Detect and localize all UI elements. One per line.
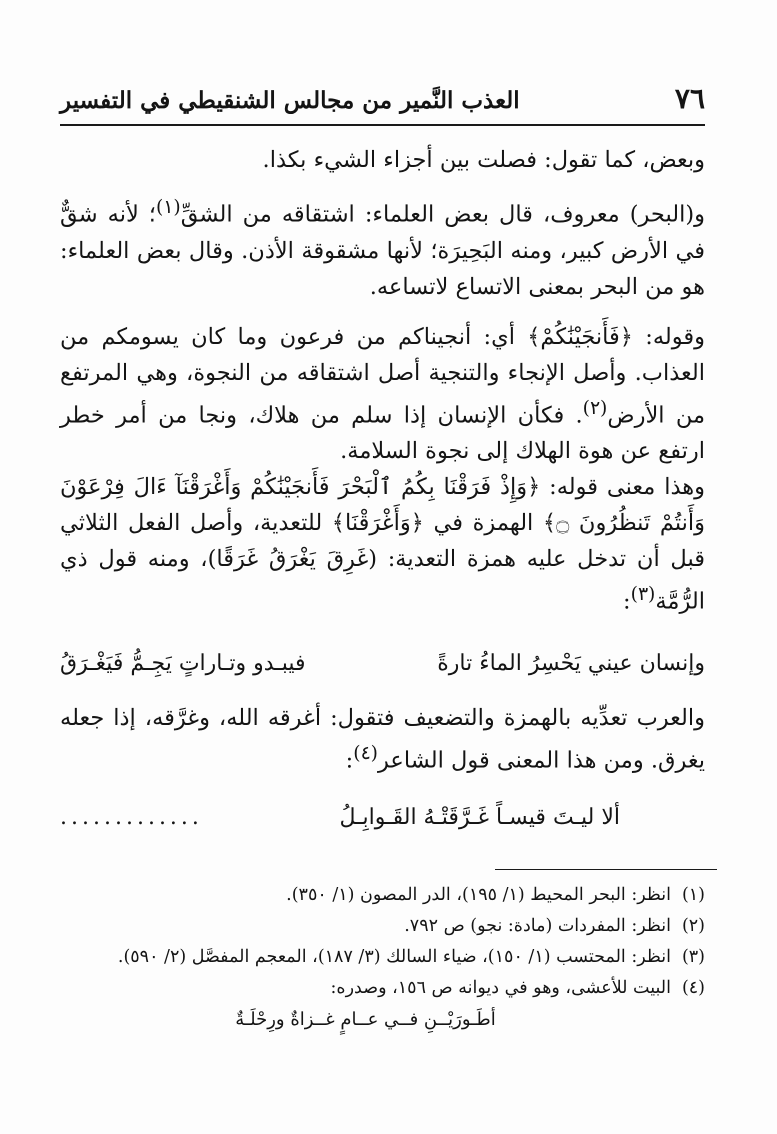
paragraph-4 bbox=[60, 469, 705, 620]
paragraph-3 bbox=[60, 319, 705, 470]
verse-first-hemistich: وإنسان عيني يَحْسِرُ الماءُ تارةً bbox=[437, 650, 705, 676]
paragraph-text: : bbox=[345, 747, 354, 773]
paragraph-5 bbox=[60, 700, 705, 779]
footnote-text: انظر: المحتسب (١/ ١٥٠)، ضياء السالك (٣/ ١٨٧)، المعجم المفصَّل (٢/ ٥٩٠). bbox=[117, 947, 671, 967]
poetry-verse-1 bbox=[60, 642, 705, 686]
footnote-text: البيت للأعشى، وهو في ديوانه ص ١٥٦، وصدره: bbox=[330, 978, 671, 998]
footnote-4 bbox=[60, 973, 705, 1004]
paragraph-text: ؛ لأنه شقٌّ في الأرض كبير، ومنه البَحِيرَة؛ لأنها مشقوقة الأذن. وقال بعض العلماء: هو من البحر بمعنى الاتساع لاتساعه. bbox=[60, 201, 705, 300]
footnote-verse: أطَـورَيْــنِ فــي عــامٍ غــزاةٌ ورِحْلَـةٌ bbox=[235, 1009, 496, 1030]
footnote-ref-2: (٢) bbox=[582, 397, 608, 419]
page-header bbox=[60, 82, 705, 126]
footnote-text: انظر: البحر المحيط (١/ ١٩٥)، الدر المصون (١/ ٣٥٠). bbox=[286, 885, 671, 905]
footnote-number: (٣) bbox=[681, 947, 705, 967]
paragraph-text: وقوله: ﴿فَأَنجَيْنَٰكُمْ﴾ أي: أنجيناكم من فرعون وما كان يسومكم من العذاب. وأصل الإنجاء والتنجية أصل اشتقاقه من النجوة، وهي المرتفع من الأرض bbox=[60, 323, 705, 428]
verse-second-hemistich: ألا ليـتَ قيسـاً غَـرَّقَتْـهُ القَـوابِـلُ bbox=[339, 805, 620, 830]
paragraph-text: وهذا معنى قوله: ﴿وَإِذْ فَرَقْنَا بِكُمُ ٱلْبَحْرَ فَأَنجَيْنَٰكُمْ وَأَغْرَقْنَآ ءَالَ فِرْعَوْنَ وَأَنتُمْ تَنظُرُونَ ۝﴾ الهمزة في ﴿وَأَغْرَقْنَا﴾ للتعدية، وأصل الفعل الثلاثي قبل أن تدخل عليه همزة التعدية: (غَرِقَ يَغْرَقُ غَرَقًا)، ومنه قول ذي الرُّمَّة bbox=[60, 474, 705, 615]
footnote-ref-4: (٤) bbox=[353, 742, 378, 764]
footnote-ref-1: (١) bbox=[155, 197, 181, 218]
footnote-number: (٢) bbox=[681, 916, 705, 936]
footnote-3 bbox=[60, 942, 705, 973]
paragraph-text: والعرب تعدِّيه بالهمزة والتضعيف فتقول: أغرقه الله، وغرَّقه، إذا جعله يغرق. ومن هذا المعنى قول الشاعر bbox=[60, 704, 705, 773]
paragraph-text: . فكأن الإنسان إذا سلم من هلاك، ونجا من أمر خطر ارتفع عن هوة الهلاك إلى نجوة السلامة. bbox=[60, 402, 705, 464]
footnote-2 bbox=[60, 911, 705, 942]
footnotes bbox=[60, 880, 705, 1035]
paragraph-text: و(البحر) معروف، قال بعض العلماء: اشتقاقه من الشقِّ bbox=[180, 201, 705, 228]
paragraph-2 bbox=[60, 190, 705, 305]
main-text bbox=[60, 142, 705, 840]
paragraph-1: وبعض، كما تقول: فصلت بين أجزاء الشيء بكذا. bbox=[262, 147, 705, 173]
footnote-1 bbox=[60, 880, 705, 911]
footnote-divider bbox=[495, 869, 717, 870]
page-number: ٧٦ bbox=[674, 82, 705, 115]
running-title: العذب النَّمير من مجالس الشنقيطي في التفسير bbox=[60, 87, 520, 114]
verse-omitted-dots: ............. bbox=[60, 805, 203, 830]
footnote-number: (٤) bbox=[681, 978, 705, 998]
poetry-verse-2 bbox=[60, 800, 705, 840]
footnote-ref-3: (٣) bbox=[630, 584, 656, 605]
footnote-text: انظر: المفردات (مادة: نجو) ص ٧٩٢. bbox=[404, 916, 671, 936]
verse-second-hemistich: فيبـدو وتـاراتٍ يَجِـمُّ فَيَغْـرَقُ bbox=[60, 650, 306, 676]
paragraph-text: : bbox=[623, 588, 631, 615]
footnote-number: (١) bbox=[681, 885, 705, 905]
